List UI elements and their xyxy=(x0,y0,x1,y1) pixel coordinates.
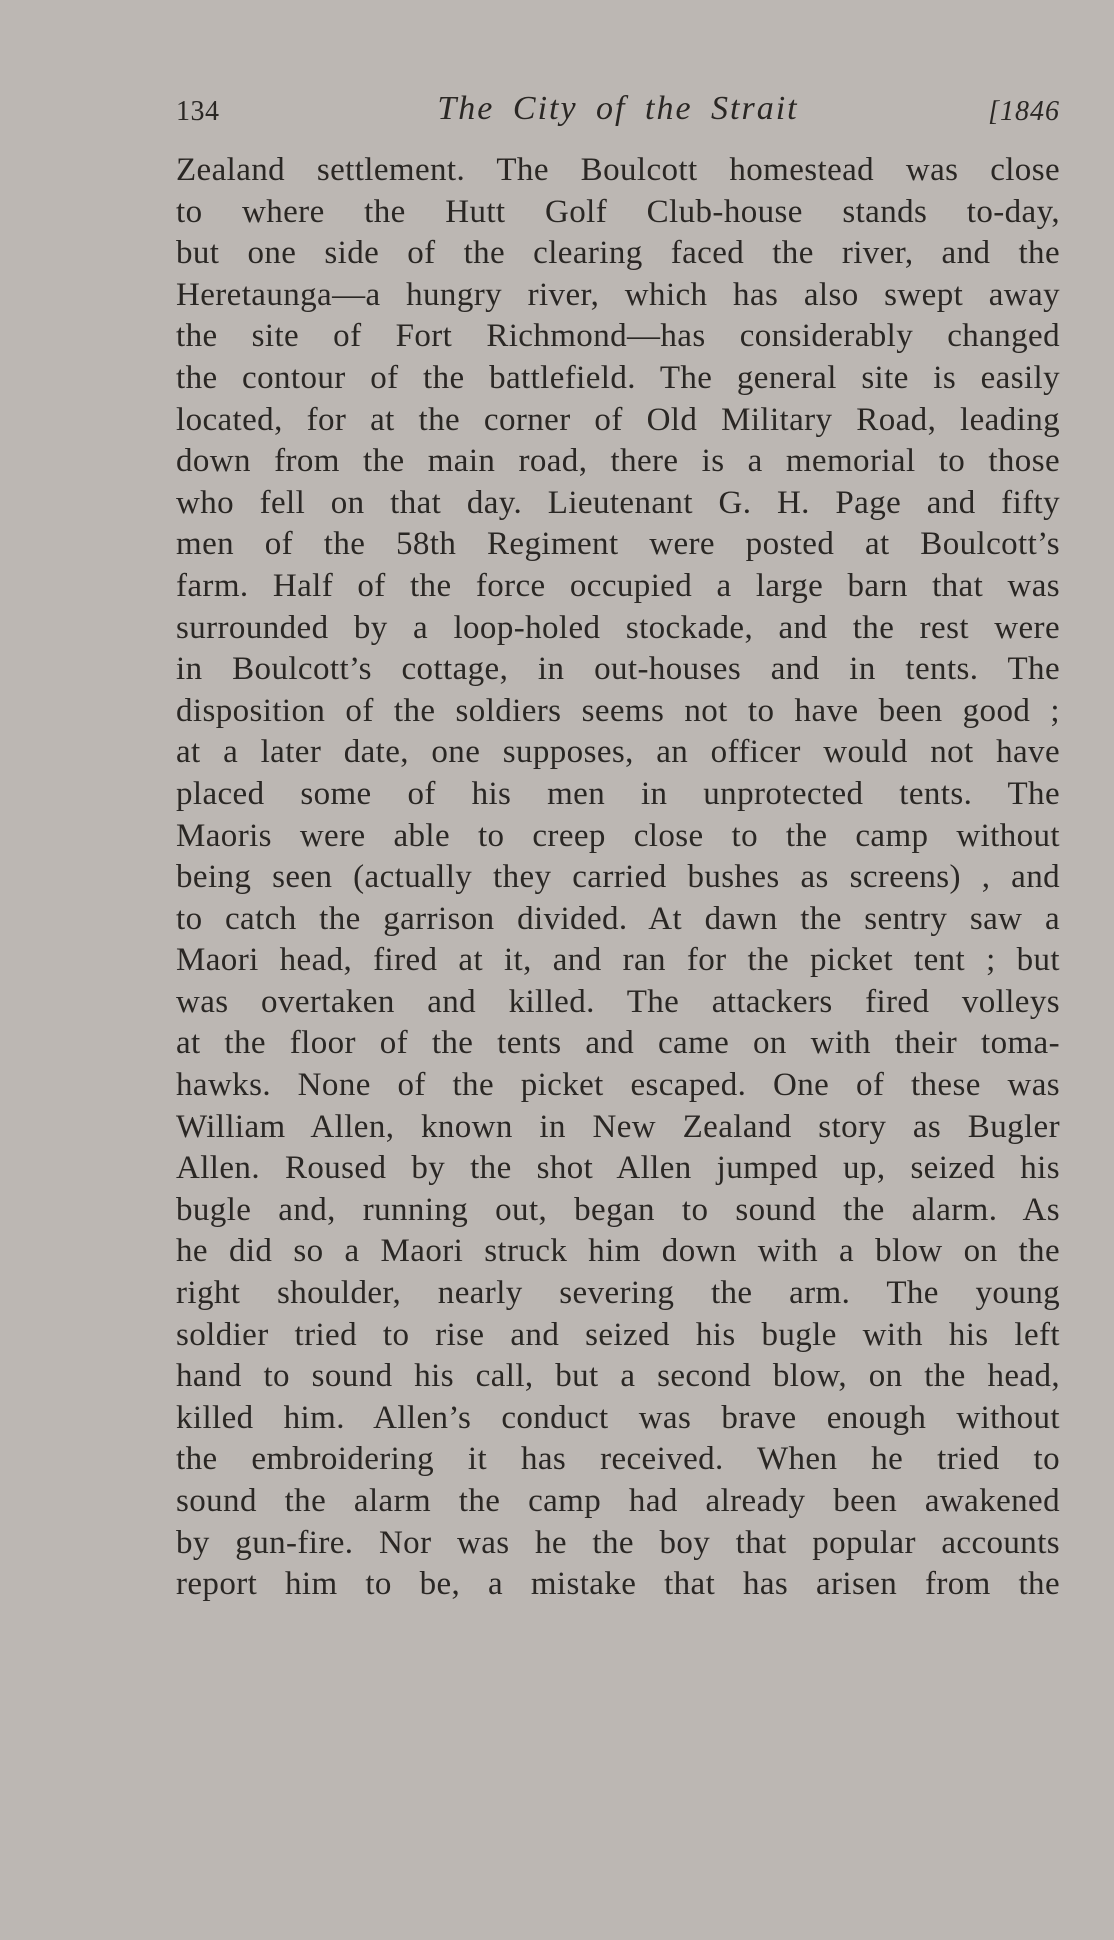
running-header xyxy=(176,90,1060,138)
text-line: bugle and, running out, began to sound the alarm. As xyxy=(176,1191,1060,1228)
text-line: the embroidering it has received. When he tried to xyxy=(176,1441,1060,1478)
text-line: Heretaunga—a hungry river, which has also swept away xyxy=(176,276,1060,313)
text-line: in Boulcott’s cottage, in out-houses and in tents. The xyxy=(176,651,1060,688)
text-line: hawks. None of the picket escaped. One of these was xyxy=(176,1067,1060,1104)
text-line: who fell on that day. Lieutenant G. H. Page and fifty xyxy=(176,484,1060,521)
text-line: but one side of the clearing faced the river, and the xyxy=(176,235,1060,272)
text-line: at a later date, one supposes, an officer would not have xyxy=(176,734,1060,771)
text-line: sound the alarm the camp had already been awakened xyxy=(176,1483,1060,1519)
text-line: the contour of the battlefield. The general site is easily xyxy=(176,359,1060,396)
running-title: The City of the Strait xyxy=(437,90,799,127)
text-line: men of the 58th Regiment were posted at Boulcott’s xyxy=(176,526,1060,563)
text-line: hand to sound his call, but a second blow, on the head, xyxy=(176,1358,1060,1395)
text-line: by gun-fire. Nor was he the boy that popular accounts xyxy=(176,1524,1060,1561)
body-text xyxy=(176,150,1060,1606)
text-line: farm. Half of the force occupied a large barn that was xyxy=(176,567,1060,604)
text-line: was overtaken and killed. The attackers fired volleys xyxy=(176,983,1060,1020)
text-line: surrounded by a loop-holed stockade, and the rest were xyxy=(176,609,1060,646)
text-line: to where the Hutt Golf Club-house stands to-day, xyxy=(176,193,1060,230)
page-number: 134 xyxy=(176,96,220,127)
text-line: Maoris were able to creep close to the camp without xyxy=(176,817,1060,854)
text-line: placed some of his men in unprotected tents. The xyxy=(176,775,1060,812)
header-year: [1846 xyxy=(988,96,1060,127)
text-line: the site of Fort Richmond—has considerably changed xyxy=(176,318,1060,355)
text-line: killed him. Allen’s conduct was brave enough without xyxy=(176,1399,1060,1436)
text-line: at the floor of the tents and came on with their toma- xyxy=(176,1025,1060,1062)
text-line: soldier tried to rise and seized his bugle with his left xyxy=(176,1316,1060,1353)
text-line: report him to be, a mistake that has arisen from the xyxy=(176,1566,1060,1603)
text-line: disposition of the soldiers seems not to have been good ; xyxy=(176,692,1060,729)
text-line: Maori head, fired at it, and ran for the picket tent ; but xyxy=(176,942,1060,979)
text-line: located, for at the corner of Old Military Road, leading xyxy=(176,401,1060,438)
text-line: to catch the garrison divided. At dawn the sentry saw a xyxy=(176,900,1060,937)
text-line: Allen. Roused by the shot Allen jumped up, seized his xyxy=(176,1150,1060,1187)
text-line: he did so a Maori struck him down with a blow on the xyxy=(176,1233,1060,1270)
text-line: down from the main road, there is a memorial to those xyxy=(176,443,1060,480)
text-line: Zealand settlement. The Boulcott homestead was close xyxy=(176,152,1060,188)
text-line: right shoulder, nearly severing the arm. The young xyxy=(176,1275,1060,1312)
text-line: being seen (actually they carried bushes as screens) , and xyxy=(176,859,1060,896)
text-line: William Allen, known in New Zealand story as Bugler xyxy=(176,1108,1060,1145)
